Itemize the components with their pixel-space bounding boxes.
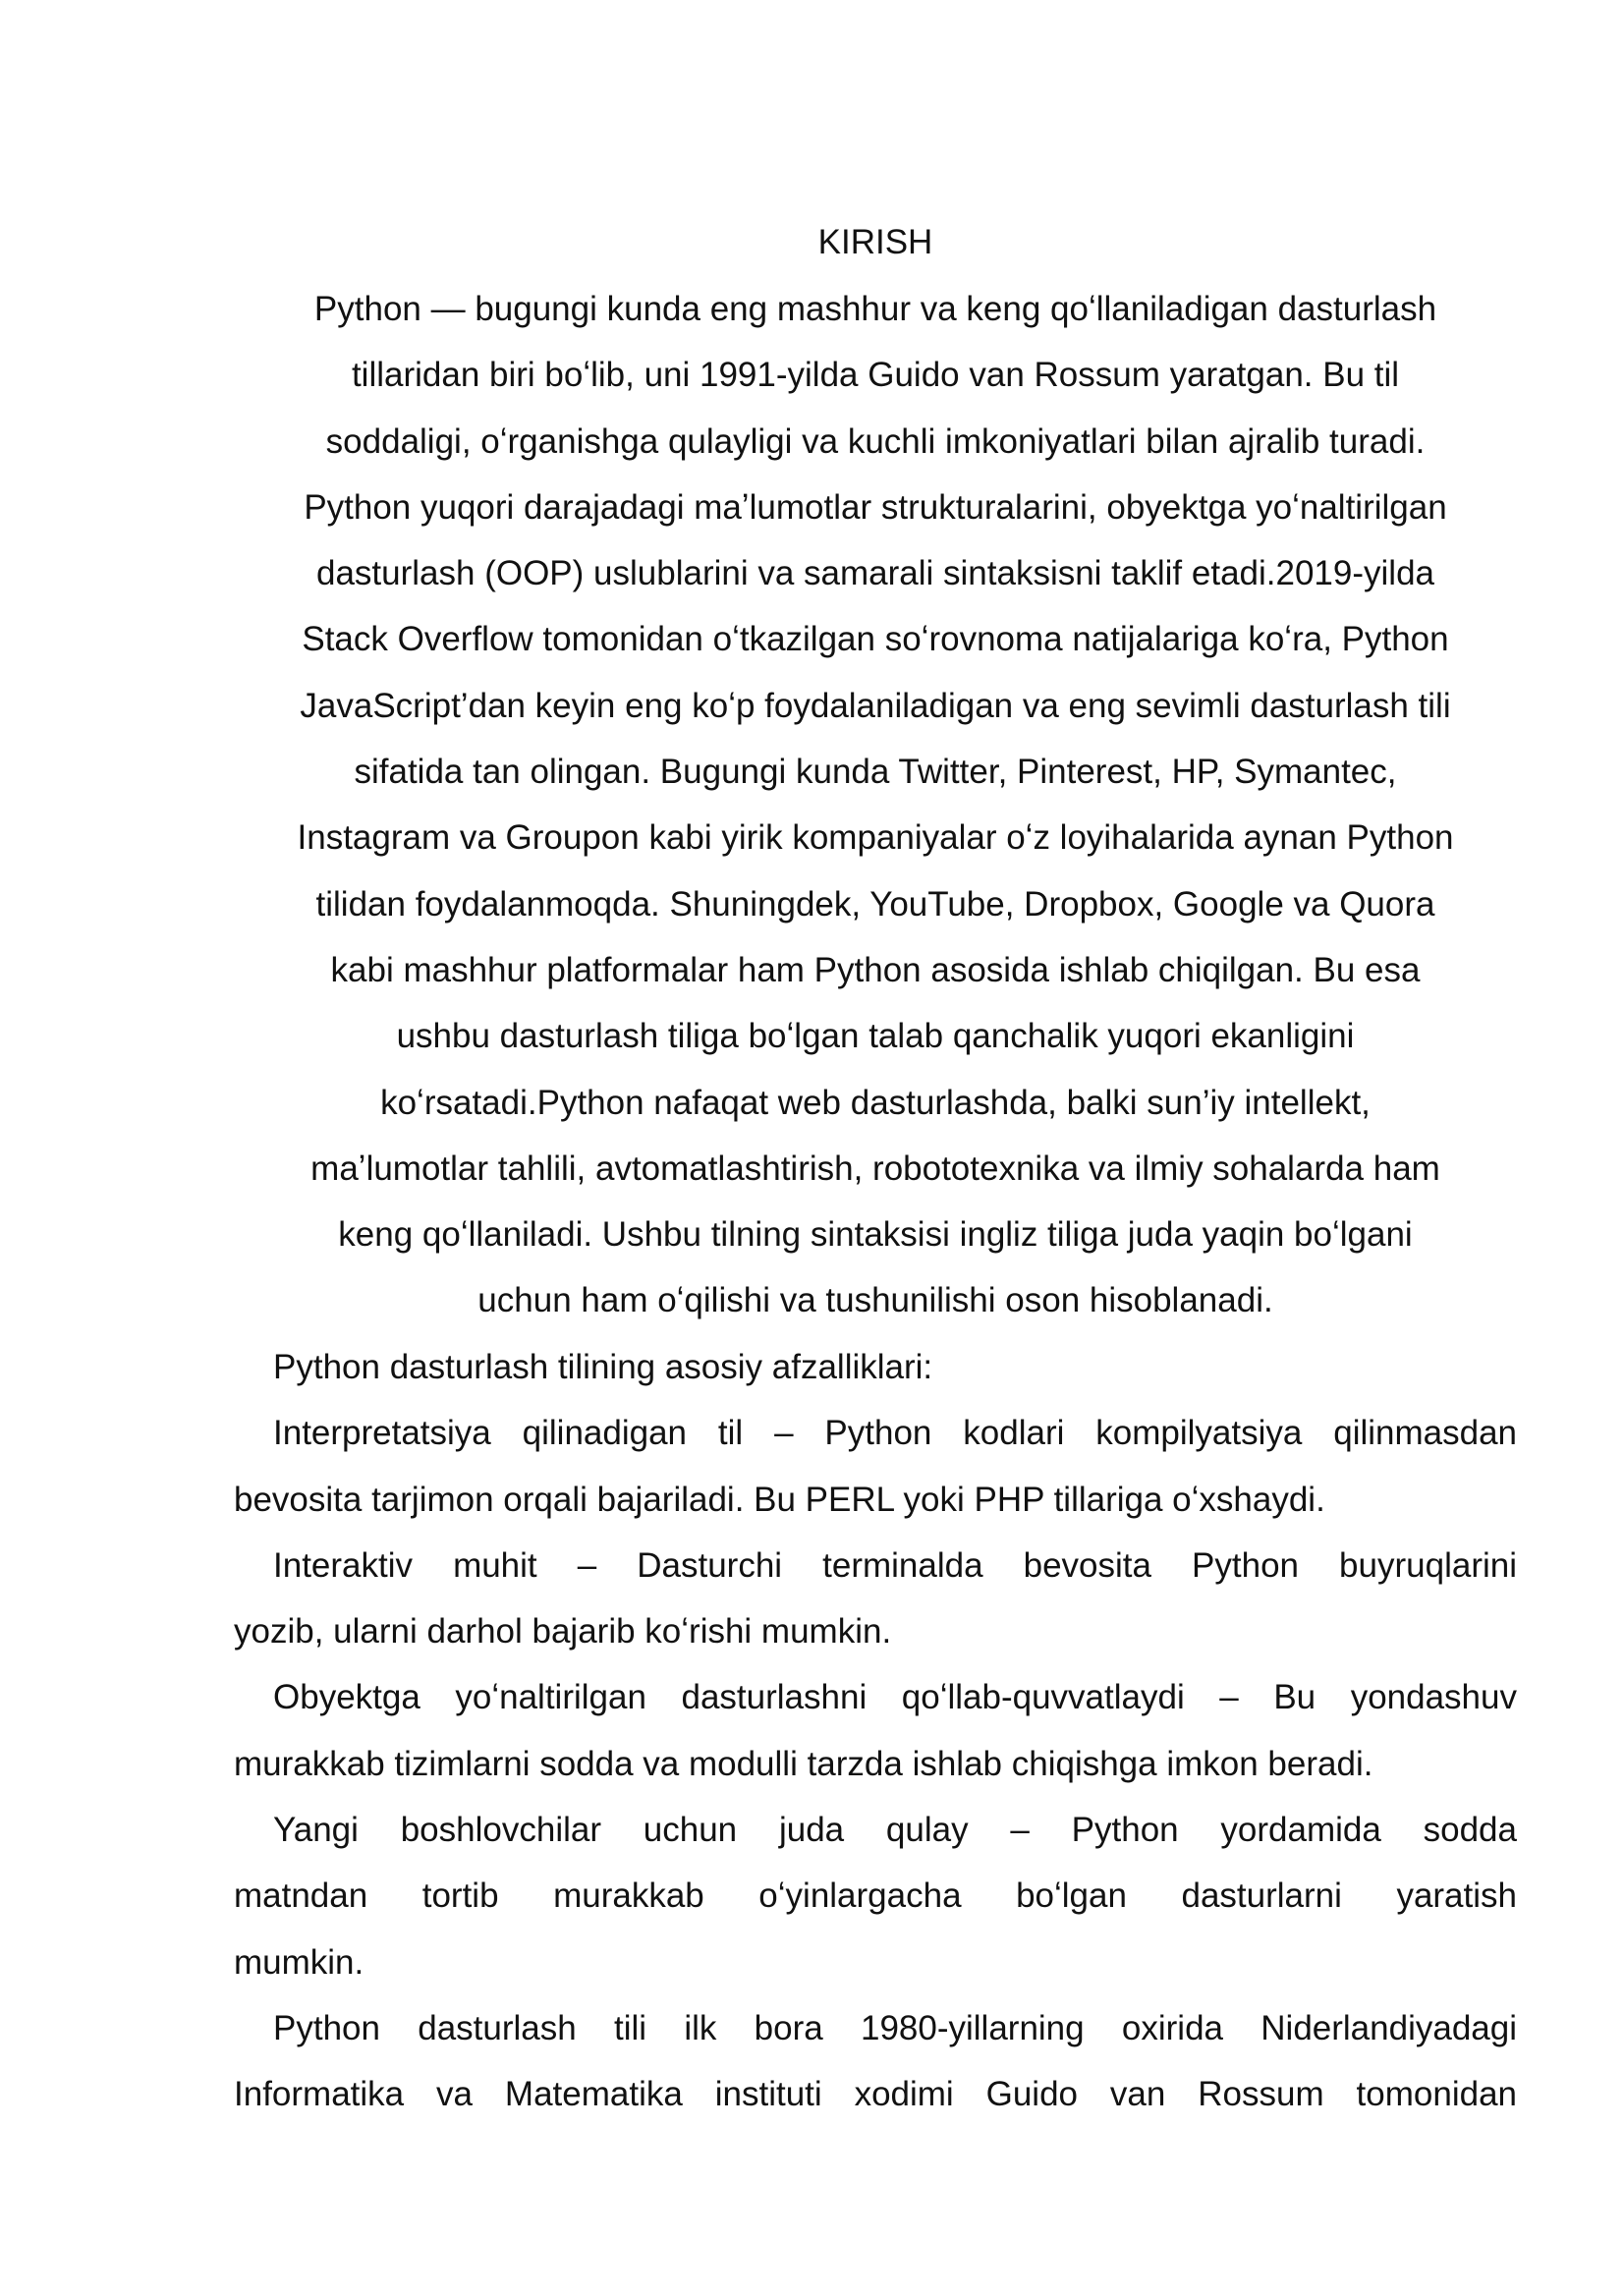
paragraph-line: Python dasturlash tili ilk bora 1980-yillarning oxirida Niderlandiyadagi	[273, 2008, 1517, 2047]
intro-line: Stack Overflow tomonidan oʻtkazilgan soʻrovnoma natijalariga koʻra, Python	[302, 620, 1449, 659]
intro-line: keng qoʻllaniladi. Ushbu tilning sintaksisi ingliz tiliga juda yaqin boʻlgani	[338, 1215, 1413, 1255]
advantages-heading: Python dasturlash tilining asosiy afzalliklari:	[273, 1348, 933, 1386]
intro-line: tilidan foydalanmoqda. Shuningdek, YouTube, Dropbox, Google va Quora	[315, 884, 1435, 924]
intro-line: ushbu dasturlash tiliga boʻlgan talab qanchalik yuqori ekanligini	[396, 1017, 1355, 1056]
intro-line: maʼlumotlar tahlili, avtomatlashtirish, robototexnika va ilmiy sohalarda ham	[310, 1148, 1440, 1188]
paragraph-line: matndan tortib murakkab oʻyinlargacha boʻlgan dasturlarni yaratish	[234, 1876, 1517, 1916]
paragraph-line: Interpretatsiya qilinadigan til – Python kodlari kompilyatsiya qilinmasdan	[273, 1414, 1517, 1453]
intro-line: JavaScript’dan keyin eng koʻp foydalaniladigan va eng sevimli dasturlash tili	[300, 686, 1451, 725]
body-text	[234, 1343, 1517, 2137]
history-paragraph	[234, 2004, 1517, 2137]
intro-line: Python yuqori darajadagi maʼlumotlar strukturalarini, obyektga yoʻnaltirilgan	[304, 487, 1447, 527]
intro-line: dasturlash (OOP) uslublarini va samarali sintaksisni taklif etadi.2019-yilda	[316, 554, 1434, 593]
paragraph-line: yozib, ularni darhol bajarib koʻrishi mumkin.	[234, 1612, 892, 1652]
advantage-interactive	[234, 1541, 1517, 1674]
intro-line: uchun ham oʻqilishi va tushunilishi oson hisoblanadi.	[477, 1281, 1273, 1320]
intro-line: Instagram va Groupon kabi yirik kompaniyalar oʻz loyihalarida aynan Python	[297, 818, 1454, 858]
paragraph-line: Obyektga yoʻnaltirilgan dasturlashni qoʻllab-quvvatlaydi – Bu yondashuv	[273, 1678, 1517, 1717]
advantage-beginners	[234, 1806, 1517, 2004]
intro-line: kabi mashhur platformalar ham Python asosida ishlab chiqilgan. Bu esa	[330, 950, 1421, 989]
paragraph-line: Interaktiv muhit – Dasturchi terminalda bevosita Python buyruqlarini	[273, 1545, 1517, 1585]
intro-paragraph	[234, 285, 1517, 1343]
advantage-oop	[234, 1673, 1517, 1806]
intro-line: Python — bugungi kunda eng mashhur va keng qoʻllaniladigan dasturlash	[313, 290, 1437, 328]
paragraph-line: Yangi boshlovchilar uchun juda qulay – Python yordamida sodda	[273, 1811, 1517, 1850]
paragraph-line: mumkin.	[234, 1942, 364, 1982]
page-title: KIRISH	[817, 223, 933, 261]
paragraph-line: Informatika va Matematika instituti xodimi Guido van Rossum tomonidan	[234, 2075, 1517, 2114]
intro-line: koʻrsatadi.Python nafaqat web dasturlashda, balki sun’iy intellekt,	[380, 1083, 1371, 1122]
intro-line: soddaligi, oʻrganishga qulayligi va kuchli imkoniyatlari bilan ajralib turadi.	[325, 421, 1426, 461]
paragraph-line: bevosita tarjimon orqali bajariladi. Bu PERL yoki PHP tillariga oʻxshaydi.	[234, 1480, 1325, 1519]
intro-line: sifatida tan olingan. Bugungi kunda Twitter, Pinterest, HP, Symantec,	[354, 753, 1397, 792]
intro-line: tillaridan biri boʻlib, uni 1991-yilda Guido van Rossum yaratgan. Bu til	[351, 356, 1400, 395]
advantage-interpreted	[234, 1409, 1517, 1541]
paragraph-line: murakkab tizimlarni sodda va modulli tarzda ishlab chiqishga imkon beradi.	[234, 1744, 1373, 1783]
